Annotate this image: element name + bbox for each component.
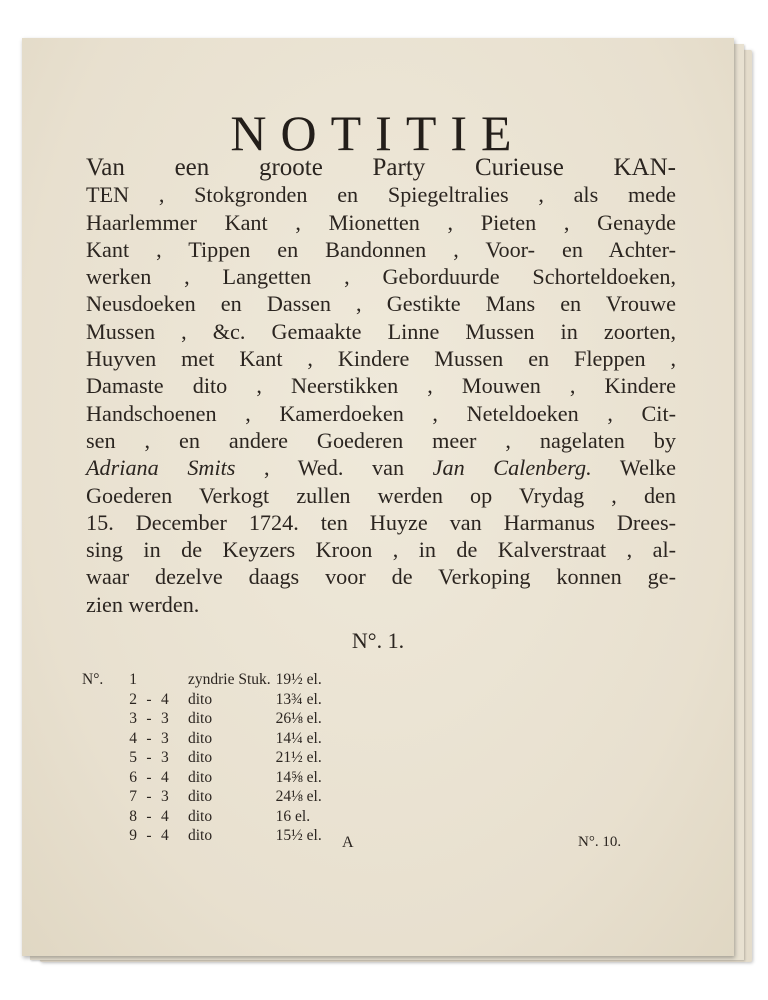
table-row <box>82 670 327 690</box>
text-line: Damaste dito , Neerstikken , Mouwen , Kindere <box>86 373 676 399</box>
lot-n1-cell: 7 <box>129 788 137 805</box>
text-line: zien werden. <box>86 591 200 617</box>
lot-dash-cell: - <box>146 788 152 805</box>
widow-name: Adriana Smits <box>86 455 236 481</box>
text-line-names <box>86 454 676 481</box>
text-line: sen , en andere Goederen meer , nagelaten by <box>86 427 676 453</box>
lot-n1-cell: 5 <box>129 749 137 766</box>
lot-unit-cell: dito <box>188 690 213 708</box>
page-title: NOTITIE <box>230 105 526 161</box>
lot-no-cell <box>82 748 115 768</box>
text-line: waar dezelve daags voor de Verkoping konnen ge- <box>86 564 676 590</box>
lot-qty-cell: 13¾ el. <box>275 690 322 708</box>
lot-n1-cell: 3 <box>129 710 137 727</box>
text-fragment: Welke <box>591 455 676 481</box>
lot-unit-cell: dito <box>188 807 213 825</box>
table-row <box>82 787 327 807</box>
lot-qty-cell: 15½ el. <box>275 827 322 844</box>
lot-n1-cell: 1 <box>129 671 137 688</box>
lot-unit-cell: dito <box>188 768 213 786</box>
lot-unit-cell: dito <box>188 788 213 805</box>
document-page <box>22 38 734 956</box>
lot-n2-cell <box>161 670 188 690</box>
lot-dash-cell: - <box>146 827 152 844</box>
lot-heading: N°. 1. <box>351 628 405 653</box>
lot-n1-cell: 2 <box>129 690 137 708</box>
lot-no-cell <box>82 690 115 710</box>
lot-n2-cell: 3 <box>161 710 169 727</box>
text-line: Van een groote Party Curieuse KAN- <box>86 154 676 181</box>
text-line: Mussen , &c. Gemaakte Linne Mussen in zoorten, <box>86 318 676 344</box>
lot-dash-cell: - <box>146 690 152 708</box>
table-row <box>82 748 327 768</box>
lot-no-cell <box>82 807 115 827</box>
catchword: N°. 10. <box>578 834 622 850</box>
lot-table <box>82 670 327 846</box>
lot-qty-cell: 24⅛ el. <box>275 788 322 805</box>
lot-no-cell <box>82 709 115 729</box>
table-row <box>82 768 327 788</box>
text-line: Handschoenen , Kamerdoeken , Neteldoeken , Cit- <box>86 400 676 426</box>
table-row <box>82 709 327 729</box>
lot-dash-cell: - <box>146 807 152 825</box>
lot-n2-cell: 4 <box>161 768 169 786</box>
lot-qty-cell: 19½ el. <box>275 671 322 688</box>
lot-n2-cell: 4 <box>161 690 169 708</box>
notice-body <box>86 154 676 618</box>
lot-unit-cell: zyndrie Stuk. <box>188 671 271 688</box>
lot-n1-cell: 6 <box>129 768 137 786</box>
lot-no-cell <box>82 768 115 788</box>
lot-n1-cell: 9 <box>129 827 137 844</box>
lot-qty-cell: 21½ el. <box>275 749 322 766</box>
lot-unit-cell: dito <box>188 827 213 844</box>
table-row <box>82 807 327 827</box>
text-line: Huyven met Kant , Kindere Mussen en Fleppen , <box>86 346 676 372</box>
text-line: Neusdoeken en Dassen , Gestikte Mans en Vrouwe <box>86 291 676 317</box>
text-fragment: , Wed. van <box>235 455 433 481</box>
text-line: Kant , Tippen en Bandonnen , Voor- en Achter- <box>86 236 676 262</box>
lot-n2-cell: 4 <box>161 807 169 825</box>
lot-dash-cell <box>142 670 161 690</box>
lot-dash-cell: - <box>146 710 152 727</box>
lot-qty-cell: 26⅛ el. <box>275 710 322 727</box>
text-line: Haarlemmer Kant , Mionetten , Pieten , Genayde <box>86 209 676 235</box>
husband-name: Jan Calenberg. <box>432 455 592 481</box>
lot-unit-cell: dito <box>188 749 213 766</box>
lot-qty-cell: 14⅝ el. <box>275 768 322 786</box>
lot-dash-cell: - <box>146 729 152 747</box>
lot-n1-cell: 8 <box>129 807 137 825</box>
text-line: sing in de Keyzers Kroon , in de Kalverstraat , al- <box>86 537 676 563</box>
lot-no-cell <box>82 729 115 749</box>
text-line: Goederen Verkogt zullen werden op Vrydag , den <box>86 482 676 508</box>
table-row <box>82 826 327 846</box>
table-row <box>82 690 327 710</box>
lot-dash-cell: - <box>146 749 152 766</box>
text-line: 15. December 1724. ten Huyze van Harmanus Drees- <box>86 509 676 535</box>
lot-n2-cell: 3 <box>161 729 169 747</box>
table-row <box>82 729 327 749</box>
lot-n1-cell: 4 <box>129 729 137 747</box>
lot-n2-cell: 3 <box>161 749 169 766</box>
lot-no-cell: N°. <box>82 671 104 688</box>
lot-n2-cell: 3 <box>161 788 169 805</box>
lot-unit-cell: dito <box>188 729 213 747</box>
text-line: werken , Langetten , Geborduurde Schorteldoeken, <box>86 264 676 290</box>
lot-qty-cell: 16 el. <box>275 807 311 825</box>
text-line: TEN , Stokgronden en Spiegeltralies , als mede <box>86 182 676 208</box>
lot-n2-cell: 4 <box>161 827 169 844</box>
signature-mark: A <box>342 834 354 851</box>
lot-dash-cell: - <box>146 768 152 786</box>
lot-unit-cell: dito <box>188 710 213 727</box>
lot-no-cell <box>82 787 115 807</box>
lot-no-cell <box>82 826 115 846</box>
lot-qty-cell: 14¼ el. <box>275 729 322 747</box>
